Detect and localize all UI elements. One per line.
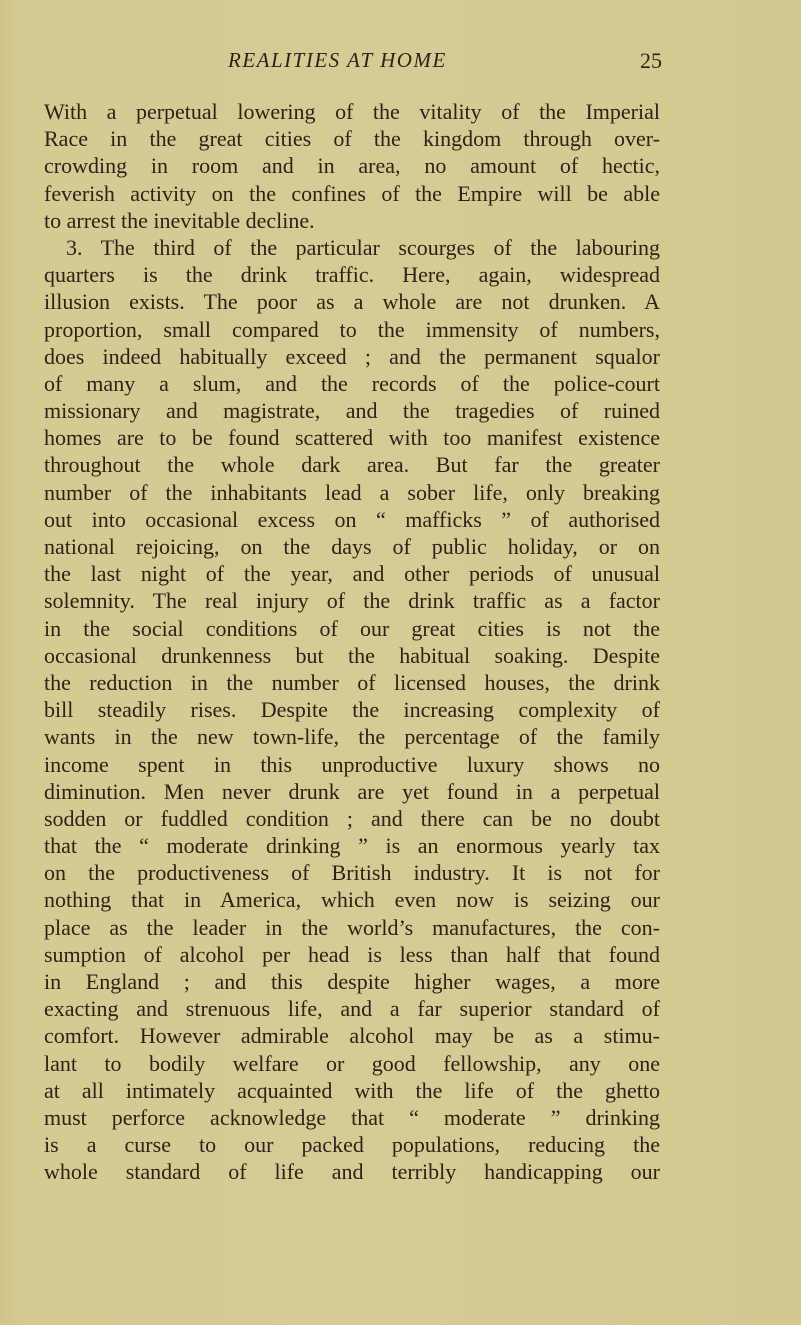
text-line: in England ; and this despite higher wages, a more <box>44 969 660 994</box>
text-line: nothing that in America, which even now is seizing our <box>44 887 660 913</box>
text-line: Race in the great cities of the kingdom through over- <box>44 126 660 152</box>
text-line: wants in the new town-life, the percentage of the family <box>44 724 660 750</box>
text-line: bill steadily rises. Despite the increasing complexity of <box>44 697 660 723</box>
text-line: out into occasional excess on “ mafficks ” of authorised <box>44 506 660 532</box>
text-line: With a perpetual lowering of the vitality of the Imperial <box>44 99 660 124</box>
text-line: lant to bodily welfare or good fellowship, any one <box>44 1050 660 1076</box>
text-line: income spent in this unproductive luxury shows no <box>44 751 660 777</box>
text-line: is a curse to our packed populations, reducing the <box>44 1132 660 1158</box>
text-line: national rejoicing, on the days of public holiday, or on <box>44 534 660 559</box>
text-line: does indeed habitually exceed ; and the permanent squalor <box>44 343 660 369</box>
text-line: feverish activity on the confines of the Empire will be able <box>44 180 660 206</box>
text-line: homes are to be found scattered with too manifest existence <box>44 425 660 451</box>
running-title: REALITIES AT HOME <box>228 48 447 72</box>
body-text <box>44 98 660 1186</box>
text-line: quarters is the drink traffic. Here, again, widespread <box>44 262 660 288</box>
text-line: of many a slum, and the records of the police-court <box>44 370 660 396</box>
text-line: 3. The third of the particular scourges of the labouring <box>66 234 660 260</box>
text-line: exacting and strenuous life, and a far superior standard of <box>44 996 660 1022</box>
page-header <box>0 48 801 78</box>
text-line: sumption of alcohol per head is less than half that found <box>44 941 660 967</box>
text-line: to arrest the inevitable decline. <box>44 207 315 233</box>
text-line: missionary and magistrate, and the tragedies of ruined <box>44 398 660 424</box>
text-line: place as the leader in the world’s manufactures, the con- <box>44 914 660 940</box>
text-line: on the productiveness of British industry. It is not for <box>44 860 660 886</box>
text-line: that the “ moderate drinking ” is an enormous yearly tax <box>44 833 660 859</box>
text-line: occasional drunkenness but the habitual soaking. Despite <box>44 642 660 668</box>
text-line: number of the inhabitants lead a sober life, only breaking <box>44 479 660 505</box>
text-line: at all intimately acquainted with the life of the ghetto <box>44 1077 660 1103</box>
page-number: 25 <box>640 48 662 73</box>
text-line: solemnity. The real injury of the drink traffic as a factor <box>44 588 660 614</box>
text-line: whole standard of life and terribly handicapping our <box>44 1159 660 1185</box>
text-line: crowding in room and in area, no amount of hectic, <box>44 153 660 179</box>
text-line: comfort. However admirable alcohol may be as a stimu- <box>44 1023 660 1049</box>
text-line: proportion, small compared to the immensity of numbers, <box>44 316 660 342</box>
text-line: diminution. Men never drunk are yet found in a perpetual <box>44 778 660 804</box>
text-line: illusion exists. The poor as a whole are not drunken. A <box>44 289 660 315</box>
text-line: throughout the whole dark area. But far the greater <box>44 452 660 478</box>
text-line: the last night of the year, and other periods of unusual <box>44 561 660 587</box>
text-line: in the social conditions of our great cities is not the <box>44 615 660 641</box>
text-line: must perforce acknowledge that “ moderate ” drinking <box>44 1104 660 1130</box>
text-line: sodden or fuddled condition ; and there can be no doubt <box>44 805 660 831</box>
text-line: the reduction in the number of licensed houses, the drink <box>44 669 660 695</box>
